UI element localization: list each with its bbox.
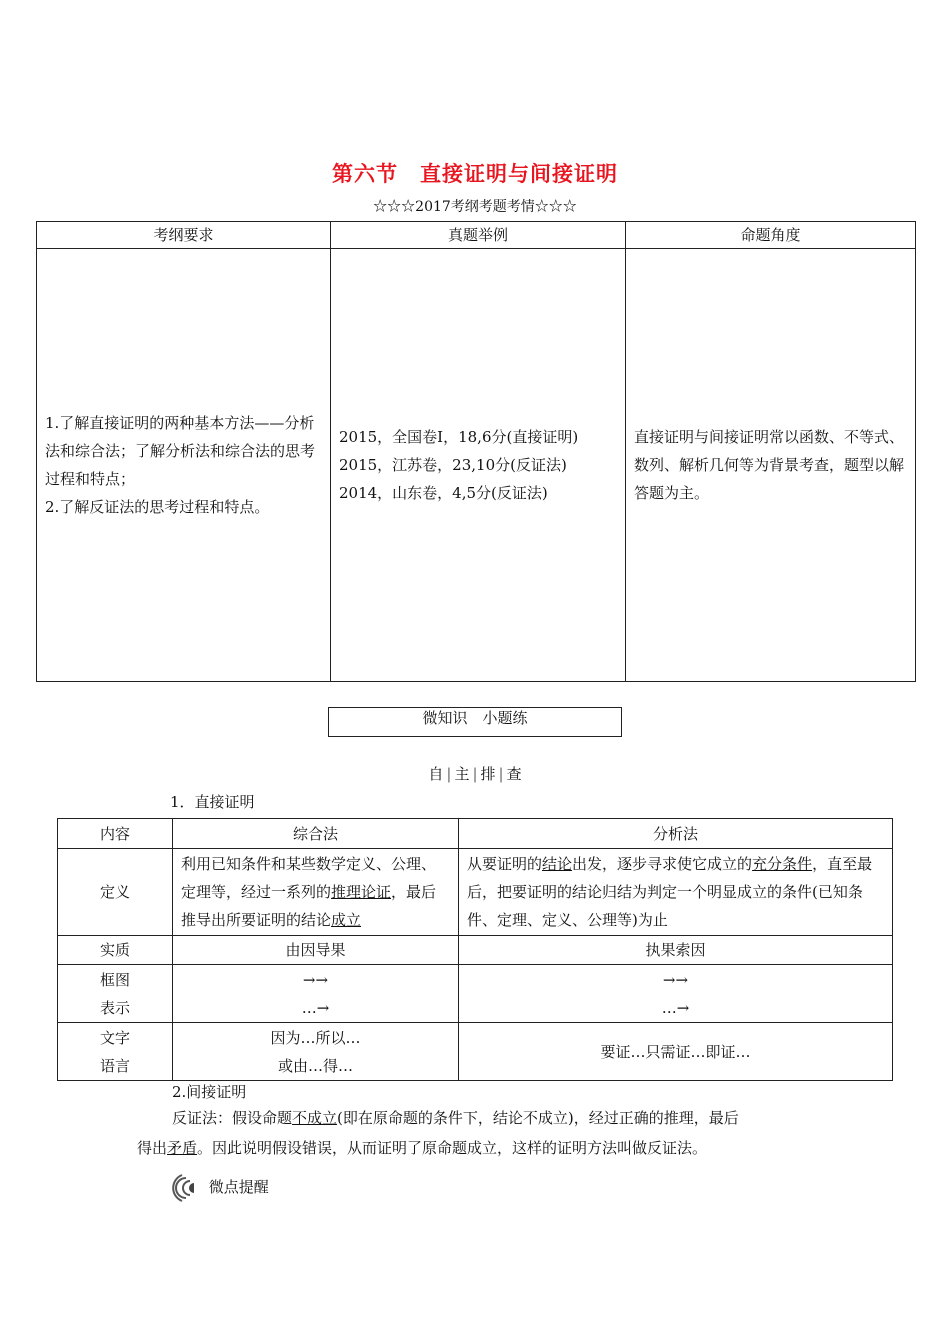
diagram-arrows: …→ bbox=[301, 998, 330, 1017]
synthetic-language: 因为…所以… 或由…得… bbox=[173, 1023, 459, 1081]
self-check-char: 查 bbox=[506, 765, 522, 783]
example-item: 2015，全国卷Ⅰ，18,6分(直接证明) bbox=[339, 428, 579, 446]
diagram-arrows: →→ bbox=[662, 970, 689, 989]
analytic-diagram bbox=[459, 965, 893, 1023]
synthetic-essence: 由因导果 bbox=[173, 936, 459, 965]
self-check-heading: 自 | 主 | 排 | 查 bbox=[428, 765, 522, 783]
row-label-diagram: 框图 表示 bbox=[58, 965, 173, 1023]
diagram-arrows: …→ bbox=[661, 998, 690, 1017]
requirements-cell bbox=[37, 249, 331, 682]
page-title: 第六节 直接证明与间接证明 bbox=[332, 162, 618, 186]
blank-answer: 不成立 bbox=[292, 1109, 338, 1127]
synthetic-definition: 利用已知条件和某些数学定义、公理、定理等，经过一系列的推理论证，最后推导出所要证明的结论成立 bbox=[173, 849, 459, 936]
example-item: 2014，山东卷，4,5分(反证法) bbox=[339, 484, 548, 502]
angle-cell: 直接证明与间接证明常以函数、不等式、数列、解析几何等为背景考查，题型以解答题为主。 bbox=[626, 249, 916, 682]
diagram-arrows: →→ bbox=[302, 970, 329, 989]
blank-answer: 推理论证 bbox=[331, 883, 392, 901]
col-header-examples: 真题举例 bbox=[331, 222, 626, 249]
col-header-angle: 命题角度 bbox=[626, 222, 916, 249]
header-content: 内容 bbox=[58, 819, 173, 849]
analytic-language: 要证…只需证…即证… bbox=[459, 1023, 893, 1081]
exam-outline-table bbox=[36, 221, 916, 682]
self-check-char: 排 bbox=[480, 765, 496, 783]
section-direct-proof-title: 1．直接证明 bbox=[170, 793, 255, 811]
blank-answer: 矛盾 bbox=[167, 1139, 198, 1157]
self-check-char: 主 bbox=[454, 765, 470, 783]
blank-answer: 结论 bbox=[542, 855, 573, 873]
sound-wave-icon bbox=[172, 1178, 204, 1196]
micro-knowledge-box: 微知识 小题练 bbox=[328, 707, 622, 737]
row-label-definition: 定义 bbox=[58, 849, 173, 936]
col-header-requirements: 考纲要求 bbox=[37, 222, 331, 249]
exam-overview-heading: ☆☆☆2017考纲考题考情☆☆☆ bbox=[373, 199, 577, 215]
analytic-definition: 从要证明的结论出发，逐步寻求使它成立的充分条件，直至最后，把要证明的结论归结为判定一个明显成立的条件(已知条件、定理、定义、公理等)为止 bbox=[459, 849, 893, 936]
tip-heading: 微点提醒 bbox=[172, 1172, 269, 1204]
requirement-item: 2.了解反证法的思考过程和特点。 bbox=[45, 498, 270, 516]
blank-answer: 充分条件 bbox=[752, 855, 813, 873]
row-label-language: 文字 语言 bbox=[58, 1023, 173, 1081]
requirement-item: 1.了解直接证明的两种基本方法——分析法和综合法；了解分析法和综合法的思考过程和特点； bbox=[45, 414, 316, 488]
section-indirect-proof-title: 2.间接证明 bbox=[172, 1083, 247, 1101]
row-label-essence: 实质 bbox=[58, 936, 173, 965]
self-check-char: 自 bbox=[428, 765, 444, 783]
indirect-proof-paragraph-line2: 得出矛盾。因此说明假设错误，从而证明了原命题成立，这样的证明方法叫做反证法。 bbox=[137, 1139, 708, 1157]
header-synthetic: 综合法 bbox=[173, 819, 459, 849]
header-analytic: 分析法 bbox=[459, 819, 893, 849]
examples-cell bbox=[331, 249, 626, 682]
blank-answer: 成立 bbox=[331, 911, 362, 929]
example-item: 2015，江苏卷，23,10分(反证法) bbox=[339, 456, 567, 474]
synthetic-diagram bbox=[173, 965, 459, 1023]
direct-proof-table bbox=[57, 818, 893, 1081]
analytic-essence: 执果索因 bbox=[459, 936, 893, 965]
indirect-proof-paragraph-line1: 反证法：假设命题不成立(即在原命题的条件下，结论不成立)，经过正确的推理，最后 bbox=[172, 1109, 739, 1127]
